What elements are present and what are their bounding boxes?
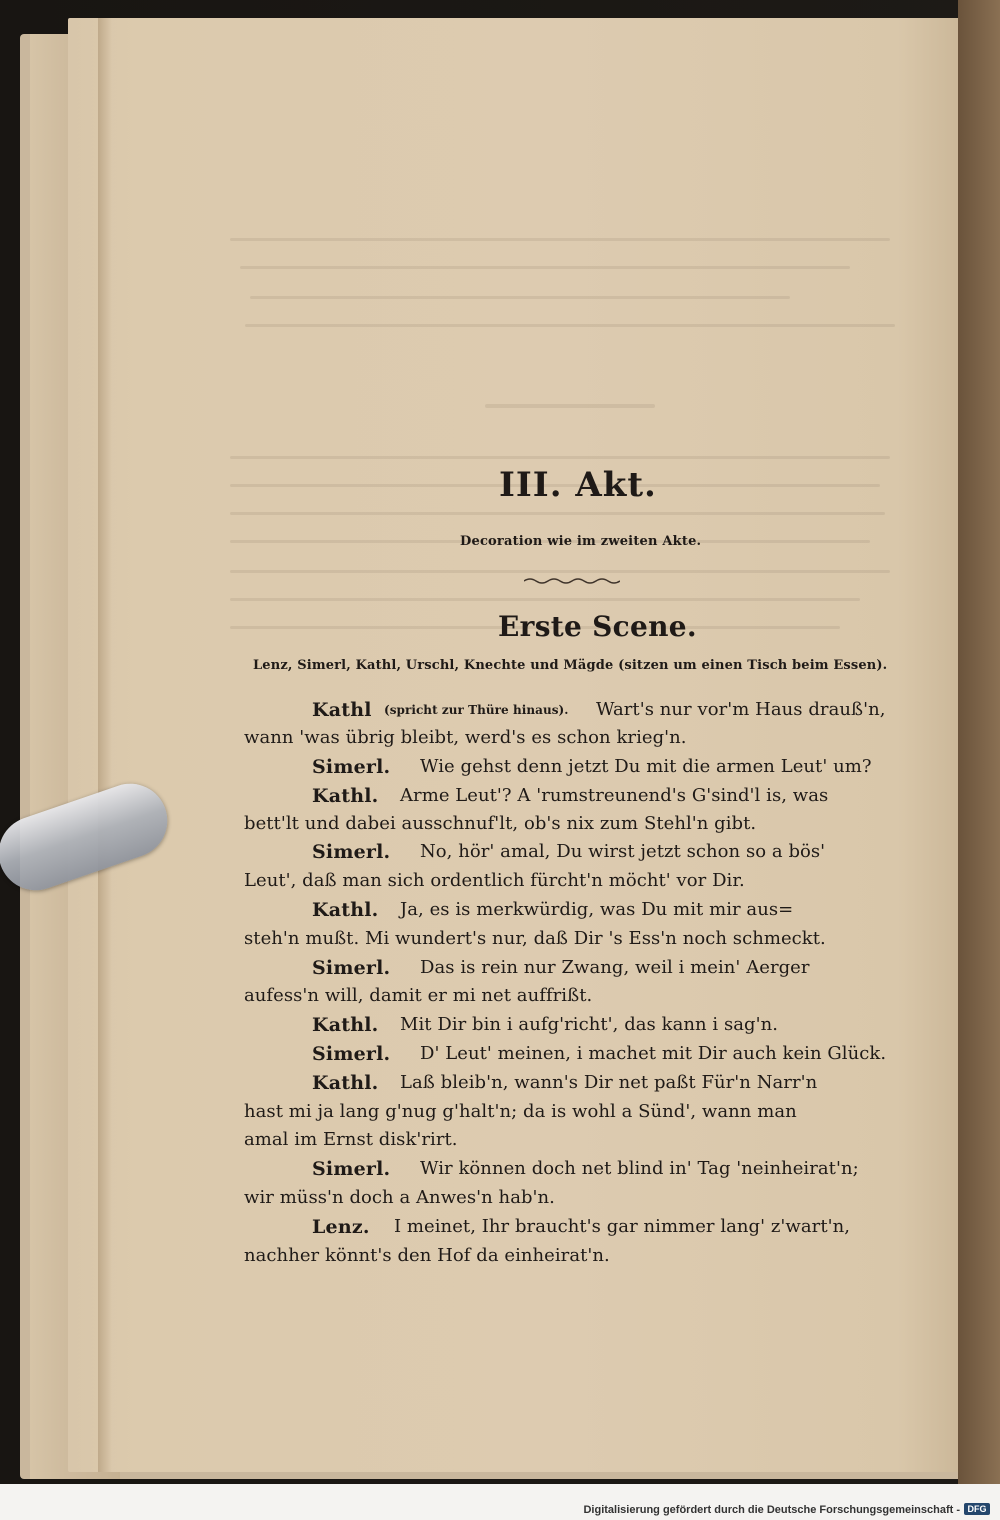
page-gutter-shadow	[98, 18, 112, 1472]
decorative-divider	[524, 576, 620, 586]
dialogue-text: D' Leut' meinen, i machet mit Dir auch kein Glück.	[420, 1043, 887, 1064]
dialogue-text: No, hör' amal, Du wirst jetzt schon so a bös'	[420, 841, 826, 862]
stage-direction: (spricht zur Thüre hinaus).	[384, 703, 569, 717]
dialogue-line	[244, 872, 919, 890]
speaker-name: Simerl.	[312, 841, 391, 863]
dialogue-text: Wir können doch net blind in' Tag 'neinheirat'n;	[420, 1158, 859, 1179]
dialogue-text: wann 'was übrig bleibt, werd's es schon krieg'n.	[244, 727, 687, 748]
speaker-name: Kathl	[312, 699, 372, 721]
dialogue-text: I meinet, Ihr braucht's gar nimmer lang' z'wart'n,	[394, 1216, 851, 1237]
speaker-name: Simerl.	[312, 957, 391, 979]
dialogue-line	[244, 1131, 919, 1149]
speaker-name: Simerl.	[312, 756, 391, 778]
dialogue-text: amal im Ernst disk'rirt.	[244, 1129, 458, 1150]
speaker-name: Kathl.	[312, 1014, 379, 1036]
dialogue-text: Mit Dir bin i aufg'richt', das kann i sag'n.	[400, 1014, 779, 1035]
scene-title: Erste Scene.	[498, 610, 697, 643]
speaker-name: Kathl.	[312, 785, 379, 807]
decoration-note: Decoration wie im zweiten Akte.	[460, 534, 702, 549]
book-right-edge	[958, 0, 1000, 1484]
dialogue-text: aufess'n will, damit er mi net auffrißt.	[244, 985, 593, 1006]
dialogue-text: steh'n mußt. Mi wundert's nur, daß Dir 's Ess'n noch schmeckt.	[244, 928, 826, 949]
dialogue-text: Wie gehst denn jetzt Du mit die armen Leut' um?	[420, 756, 872, 777]
dialogue-text: Arme Leut'? A 'rumstreunend's G'sind'l is, was	[400, 785, 829, 806]
speaker-name: Lenz.	[312, 1216, 370, 1238]
dialogue-text: wir müss'n doch a Anwes'n hab'n.	[244, 1187, 555, 1208]
dialogue-text: bett'lt und dabei ausschnuf'lt, ob's nix zum Stehl'n gibt.	[244, 813, 757, 834]
act-title: III. Akt.	[499, 465, 657, 505]
speaker-name: Simerl.	[312, 1158, 391, 1180]
dialogue-text: Wart's nur vor'm Haus drauß'n,	[596, 699, 886, 720]
funding-credit: Digitalisierung gefördert durch die Deutsche Forschungsgemeinschaft -	[583, 1504, 960, 1516]
dialogue-line	[244, 987, 919, 1005]
dialogue-text: Ja, es is merkwürdig, was Du mit mir aus=	[400, 899, 794, 920]
dialogue-line	[244, 1103, 919, 1121]
cast-list: Lenz, Simerl, Kathl, Urschl, Knechte und Mägde (sitzen um einen Tisch beim Essen).	[253, 658, 888, 673]
dialogue-text: Leut', daß man sich ordentlich fürcht'n möcht' vor Dir.	[244, 870, 745, 891]
dialogue-line	[244, 1247, 919, 1265]
dialogue-line	[244, 729, 919, 747]
dialogue-text: hast mi ja lang g'nug g'halt'n; da is wohl a Sünd', wann man	[244, 1101, 797, 1122]
dialogue-line	[244, 1189, 919, 1207]
dialogue-line	[244, 930, 919, 948]
dialogue-text: Laß bleib'n, wann's Dir net paßt Für'n Narr'n	[400, 1072, 818, 1093]
speaker-name: Kathl.	[312, 1072, 379, 1094]
dialogue-text: Das is rein nur Zwang, weil i mein' Aerger	[420, 957, 810, 978]
dialogue-line	[244, 815, 919, 833]
dfg-logo: DFG	[964, 1503, 990, 1515]
speaker-name: Simerl.	[312, 1043, 391, 1065]
speaker-name: Kathl.	[312, 899, 379, 921]
dialogue-text: nachher könnt's den Hof da einheirat'n.	[244, 1245, 610, 1266]
